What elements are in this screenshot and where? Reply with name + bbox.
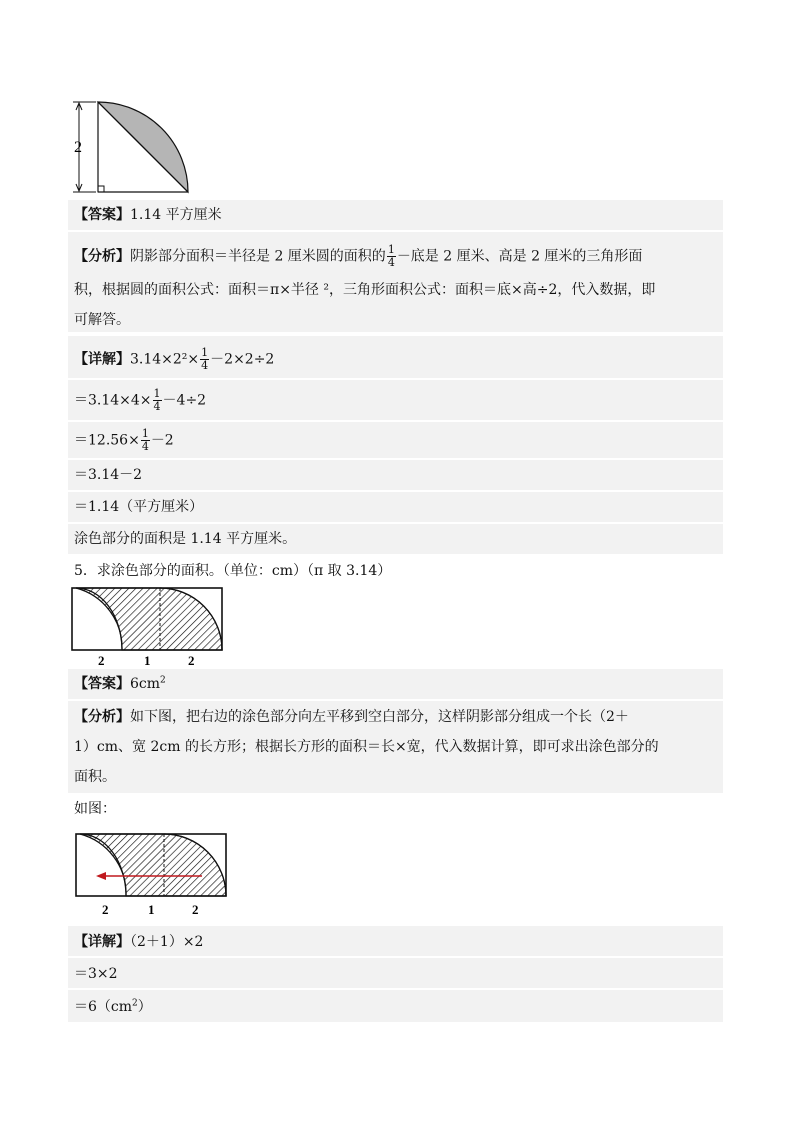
q5-detail-line3: $=6(cm^2)$ [74,998,152,1015]
q4-analysis-line2: 积，根据圆的面积公式：面积＝π×半径 ²，三角形面积公式：面积＝底×高÷2，代入数据，即 [74,282,656,298]
q4-analysis-line3: 可解答。 [74,312,130,328]
side-label: 2 [74,139,82,156]
q4-answer: 【答案】1.14 平方厘米 [74,207,222,223]
q5-detail-line1: 【详解】（2＋1）×2 [74,934,204,950]
q5-detail-line2: ＝3×2 [74,966,118,982]
label-left-2: 2 [98,653,105,667]
label-right-2: 2 [192,902,199,917]
q5-question: 5．求涂色部分的面积。（单位：cm）（π 取 3.14） [74,563,392,579]
label-mid-1: 1 [144,653,151,667]
q5-analysis-line3: 面积。 [74,769,116,785]
hatched-region [76,588,222,650]
q4-analysis-line1: 【分析】阴影部分面积＝半径是 2 厘米圆的面积的 $\frac{1}{4}$ －底是 2 厘米、高是 2 厘米的三角形面 [74,243,643,269]
q5-answer: 【答案】$6cm^2$ [74,675,166,692]
q5-analysis-line1: 【分析】如下图，把右边的涂色部分向左平移到空白部分，这样阴影部分组成一个长（2＋ [74,709,629,725]
q4-detail-line5: ＝1.14（平方厘米） [74,499,204,515]
q4-detail-line3: ＝12.56× $\frac{1}{4}$ －2 [74,427,174,453]
q4-detail-line4: ＝3.14－2 [74,467,143,483]
label-mid-1: 1 [148,902,155,917]
q5-analysis-line2: 1）cm、宽 2cm 的长方形；根据长方形的面积＝长×宽，代入数据计算，即可求出涂色部分的 [74,739,659,755]
fraction: $\frac{1}{4}$ [387,243,395,269]
q4-detail-line2: ＝3.14×4× $\frac{1}{4}$ －4÷2 [74,387,207,413]
q4-conclusion: 涂色部分的面积是 1.14 平方厘米。 [74,531,297,547]
label-left-2: 2 [102,902,109,917]
q4-detail-line1: 【详解】3.14×2²× $\frac{1}{4}$ －2×2÷2 [74,346,275,372]
label-right-2: 2 [188,653,195,667]
quarter-circle-figure [68,100,194,196]
q5-as-shown: 如图： [74,801,116,817]
shaded-rectangle-figure-arrow [70,828,236,920]
shaded-rectangle-figure [68,585,228,667]
